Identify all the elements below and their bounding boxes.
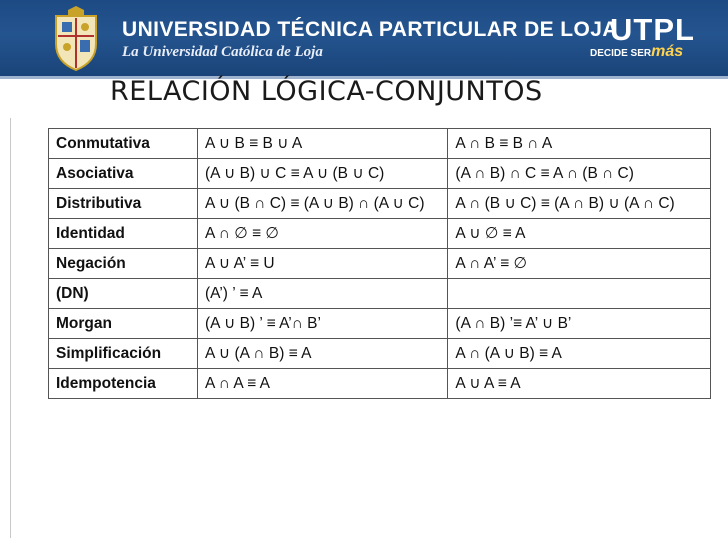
table-row [49, 189, 711, 219]
tagline-emphasis: más [651, 43, 684, 60]
law-intersection-form: (A ∩ B) ∩ C ≡ A ∩ (B ∩ C) [448, 159, 711, 189]
university-name: UNIVERSIDAD TÉCNICA PARTICULAR DE LOJA [122, 18, 618, 41]
law-name: (DN) [49, 279, 198, 309]
law-intersection-form [448, 279, 711, 309]
table-row [49, 249, 711, 279]
law-union-form: (A ∪ B) ’ ≡ A’∩ B’ [198, 309, 448, 339]
university-crest-icon [50, 6, 102, 72]
table-row [49, 129, 711, 159]
law-name: Morgan [49, 309, 198, 339]
law-name: Idempotencia [49, 369, 198, 399]
law-intersection-form: A ∩ (B ∪ C) ≡ (A ∩ B) ∪ (A ∩ C) [448, 189, 711, 219]
table-row [49, 279, 711, 309]
laws-table [48, 128, 711, 399]
law-intersection-form: A ∩ (A ∪ B) ≡ A [448, 339, 711, 369]
university-subtitle: La Universidad Católica de Loja [122, 44, 323, 60]
law-intersection-form: A ∩ A’ ≡ ∅ [448, 249, 711, 279]
law-intersection-form: A ∩ B ≡ B ∩ A [448, 129, 711, 159]
law-name: Negación [49, 249, 198, 279]
law-union-form: A ∪ (B ∩ C) ≡ (A ∪ B) ∩ (A ∪ C) [198, 189, 448, 219]
law-name: Asociativa [49, 159, 198, 189]
tagline-prefix: DECIDE SER [590, 48, 652, 59]
law-intersection-form: (A ∩ B) ’≡ A’ ∪ B’ [448, 309, 711, 339]
law-name: Identidad [49, 219, 198, 249]
left-margin-line [10, 118, 11, 538]
table-row [49, 339, 711, 369]
law-union-form: A ∪ B ≡ B ∪ A [198, 129, 448, 159]
law-union-form: (A ∪ B) ∪ C ≡ A ∪ (B ∪ C) [198, 159, 448, 189]
law-intersection-form: A ∪ ∅ ≡ A [448, 219, 711, 249]
law-union-form: A ∩ A ≡ A [198, 369, 448, 399]
law-union-form: A ∪ A’ ≡ U [198, 249, 448, 279]
slide-title: RELACIÓN LÓGICA-CONJUNTOS [110, 76, 543, 107]
utpl-logo: UTPL [610, 12, 695, 47]
table-row [49, 219, 711, 249]
law-union-form: A ∪ (A ∩ B) ≡ A [198, 339, 448, 369]
table-row [49, 159, 711, 189]
table-row [49, 369, 711, 399]
tagline [590, 43, 710, 61]
law-union-form: (A’) ’ ≡ A [198, 279, 448, 309]
law-intersection-form: A ∪ A ≡ A [448, 369, 711, 399]
table-row [49, 309, 711, 339]
law-union-form: A ∩ ∅ ≡ ∅ [198, 219, 448, 249]
law-name: Distributiva [49, 189, 198, 219]
law-name: Conmutativa [49, 129, 198, 159]
header-banner [0, 0, 728, 76]
law-name: Simplificación [49, 339, 198, 369]
